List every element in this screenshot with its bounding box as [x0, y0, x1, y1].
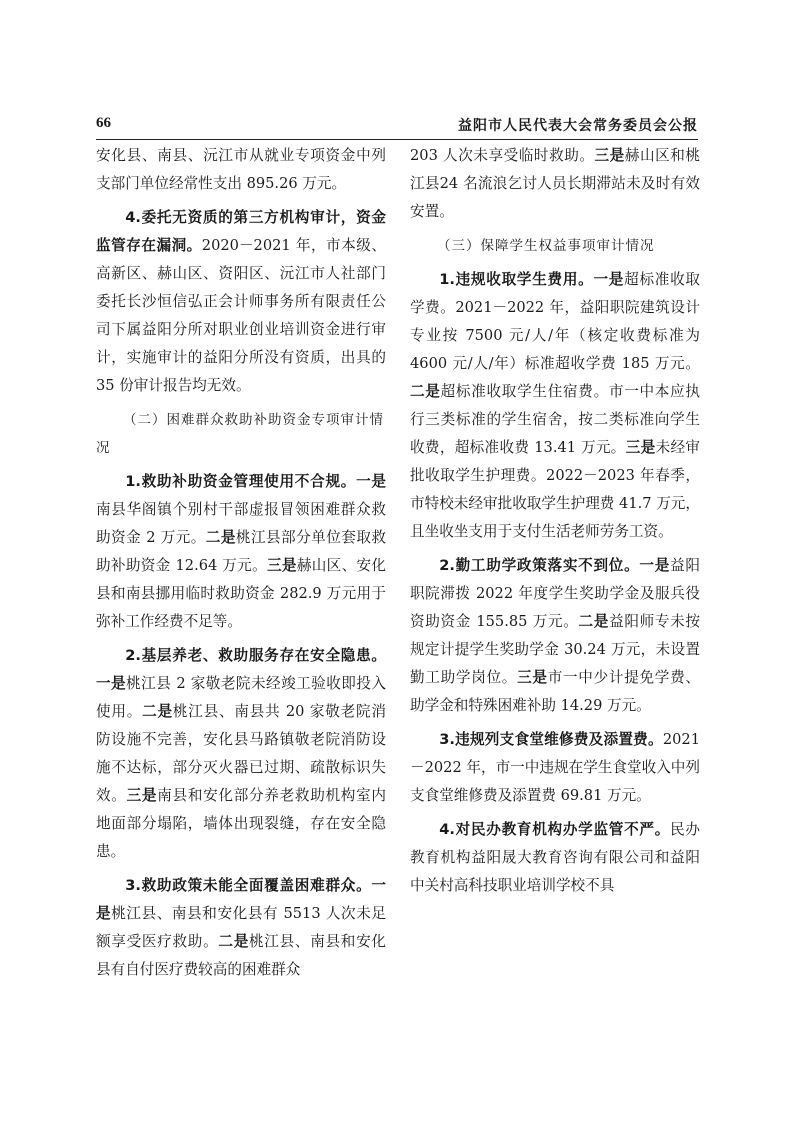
bold-text: 三是 — [517, 669, 548, 686]
bold-text: 三是 — [267, 557, 297, 574]
body-text: 桃江县、南县共 20 家敬老院消防设施不完善，安化县马路镇敬老院消防设施不达标，部分灭火器已过期、疏散标识失效。 — [96, 703, 386, 804]
bold-text: 三是 — [594, 147, 625, 164]
body-text: （二）困难群众救助补助资金专项审计情况 — [96, 412, 384, 456]
bold-text: 1.救助补助资金管理使用不合规。一是 — [125, 473, 386, 490]
paragraph — [410, 266, 700, 546]
left-column — [96, 142, 386, 984]
page-number: 66 — [96, 115, 111, 131]
bold-text: 2.勤工助学政策落实不到位。一是 — [439, 557, 671, 574]
bold-text: 三是 — [625, 439, 656, 456]
paragraph — [410, 142, 700, 226]
bold-text: 3.违规列支食堂维修费及添置费。 — [439, 731, 663, 748]
body-text: 南县和安化部分养老救助机构室内地面部分塌陷，墙体出现裂缝，存在安全隐患。 — [96, 787, 386, 860]
body-text: 益阳职院滞拨 2022 年度学生奖助学金及服兵役资助资金 155.85 万元。 — [410, 557, 700, 630]
body-text: 未经审批收取学生护理费。2022－2023 年春季，市特校未经审批收取学生护理费 41.7 万元，且坐收坐支用于支付生活老师劳务工资。 — [410, 439, 700, 540]
paragraph — [410, 552, 700, 720]
body-text: 赫山区、安化县和南县挪用临时救助资金 282.9 万元用于弥补工作经费不足等。 — [96, 557, 386, 630]
paragraph — [410, 726, 700, 810]
body-text: 市一中少计提免学费、助学金和特殊困难补助 14.29 万元。 — [410, 669, 700, 714]
bold-text: 4.委托无资质的第三方机构审计，资金监管存在漏洞。 — [96, 209, 386, 254]
body-text: 益阳师专未按规定计提学生奖助学金 30.24 万元，未设置勤工助学岗位。 — [410, 613, 700, 686]
body-text: 桃江县、南县和安化县有 5513 人次未足额享受医疗救助。 — [96, 905, 386, 950]
body-text: 桃江县 2 家敬老院未经竣工验收即投入使用。 — [96, 675, 386, 720]
body-text: 2020－2021 年，市本级、高新区、赫山区、资阳区、沅江市人社部门委托长沙恒信弘正会计师事务所有限责任公司下属益阳分所对职业创业培训资金进行审计，实施审计的益阳分所没有资质，出具的 35 份审计报告均无效。 — [96, 237, 386, 394]
header-rule — [96, 139, 698, 140]
running-header — [96, 115, 698, 137]
paragraph — [96, 204, 386, 400]
body-text: 民办教育机构益阳晟大教育咨询有限公司和益阳中关村高科技职业培训学校不具 — [410, 821, 700, 894]
journal-title: 益阳市人民代表大会常务委员会公报 — [458, 118, 698, 134]
body-text: 桃江县部分单位套取救助补助资金 12.64 万元。 — [96, 529, 386, 574]
body-text: 安化县、南县、沅江市从就业专项资金中列支部门单位经常性支出 895.26 万元。 — [96, 147, 386, 192]
paragraph — [410, 816, 700, 900]
bold-text: 二是 — [578, 613, 610, 630]
body-text: 203 人次未享受临时救助。 — [410, 147, 595, 164]
body-text: 超标准收取学生住宿费。市一中本应执行三类标准的学生宿舍，按二类标准向学生收费，超标准收费 13.41 万元。 — [410, 383, 700, 456]
paragraph — [96, 872, 386, 984]
paragraph — [96, 142, 386, 198]
paragraph — [96, 468, 386, 636]
bold-text: 三是 — [126, 787, 158, 804]
body-text: 桃江县、南县和安化县有自付医疗费较高的困难群众 — [96, 933, 386, 978]
bold-text: 2.基层养老、救助服务存在安全隐患。一是 — [96, 647, 386, 692]
body-text: （三）保障学生权益事项审计情况 — [437, 238, 655, 254]
paragraph — [96, 642, 386, 866]
body-text: 南县华阁镇个别村干部虚报冒领困难群众救助资金 2 万元。 — [96, 501, 386, 546]
section-subheading — [96, 406, 386, 462]
right-column — [410, 142, 700, 900]
bold-text: 二是 — [410, 383, 441, 400]
section-subheading — [410, 232, 700, 260]
bold-text: 1.违规收取学生费用。一是 — [439, 271, 625, 288]
bold-text: 二是 — [142, 703, 173, 720]
body-text: 2021－2022 年，市一中违规在学生食堂收入中列支食堂维修费及添置费 69.81 万元。 — [410, 731, 700, 804]
bold-text: 4.对民办教育机构办学监管不严。 — [439, 821, 671, 838]
body-text: 赫山区和桃江县24 名流浪乞讨人员长期滞站未及时有效安置。 — [410, 147, 700, 220]
bold-text: 二是 — [218, 933, 249, 950]
bold-text: 二是 — [205, 529, 236, 546]
bold-text: 3.救助政策未能全面覆盖困难群众。一是 — [96, 877, 386, 922]
body-text: 超标准收取学费。2021－2022 年，益阳职院建筑设计专业按 7500 元/人/年（核定收费标准为 4600 元/人/年）标准超收学费 185 万元。 — [410, 271, 700, 372]
